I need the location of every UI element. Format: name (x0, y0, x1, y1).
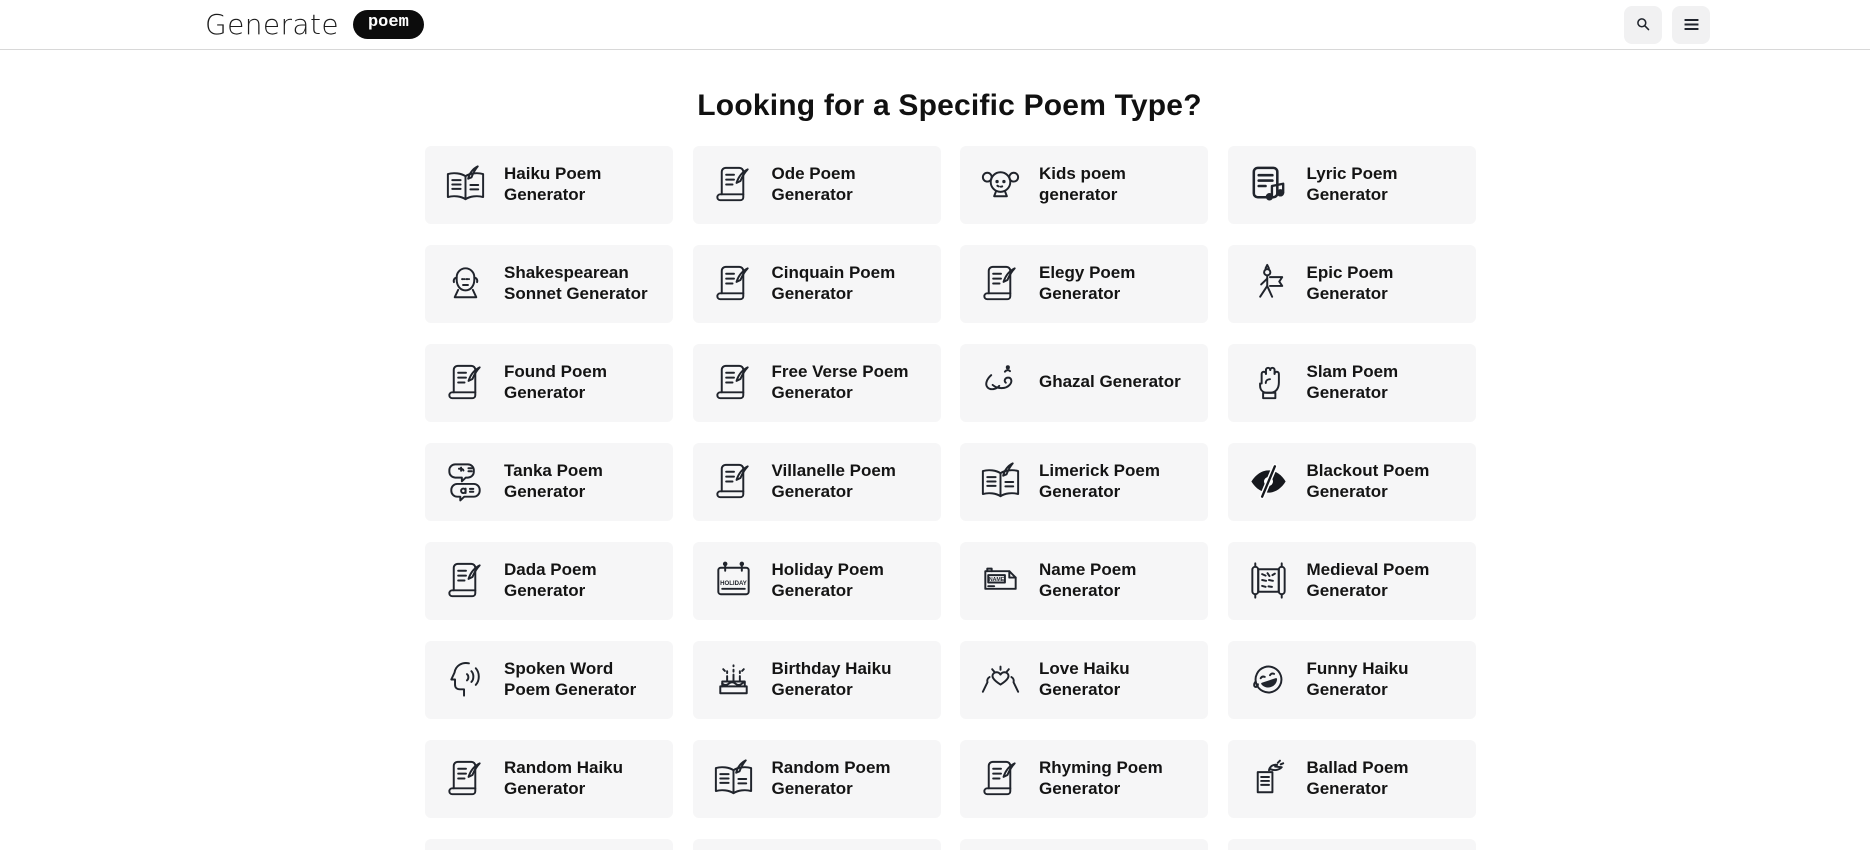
card-slam-poem-generator[interactable] (1228, 344, 1476, 422)
card-found-poem-generator[interactable] (425, 344, 673, 422)
poem-card-label: Ballad Poem Generator (1306, 757, 1409, 798)
bird-document-icon (1245, 755, 1292, 802)
card-epic-poem-generator[interactable] (1228, 245, 1476, 323)
scroll-quill-icon (977, 260, 1024, 307)
page-title: Looking for a Specific Poem Type? (697, 89, 1202, 122)
poem-card-label: Love Haiku Generator (1039, 658, 1130, 699)
poem-card-label: Medieval Poem Generator (1306, 559, 1430, 600)
card-ode-poem-generator[interactable] (693, 146, 941, 224)
card-partially-visible[interactable] (425, 839, 673, 850)
poem-card-label: Rhyming Poem Generator (1039, 757, 1163, 798)
card-cinquain-poem-generator[interactable] (693, 245, 941, 323)
poem-card-label: Ghazal Generator (1039, 372, 1181, 392)
poem-card-label: Dada Poem Generator (504, 559, 597, 600)
poem-card-label: Epic Poem Generator (1306, 262, 1394, 303)
card-villanelle-poem-generator[interactable] (693, 443, 941, 521)
heart-hands-icon (977, 656, 1024, 703)
card-kids-poem-generator[interactable] (960, 146, 1208, 224)
card-haiku-poem-generator[interactable] (425, 146, 673, 224)
poem-card-label: Kids poem generator (1039, 163, 1126, 204)
poem-card-label: Holiday Poem Generator (771, 559, 884, 600)
card-tanka-poem-generator[interactable] (425, 443, 673, 521)
card-shakespearean-sonnet-generator[interactable] (425, 245, 673, 323)
card-lyric-poem-generator[interactable] (1228, 146, 1476, 224)
music-document-icon (1245, 161, 1292, 208)
card-dada-poem-generator[interactable] (425, 542, 673, 620)
card-birthday-haiku-generator[interactable] (693, 641, 941, 719)
card-rhyming-poem-generator[interactable] (960, 740, 1208, 818)
logo-text: Generate (205, 8, 339, 41)
poem-card-label: Birthday Haiku Generator (771, 658, 892, 699)
open-book-quill-icon (442, 161, 489, 208)
site-logo[interactable] (205, 8, 424, 41)
card-partially-visible[interactable] (960, 839, 1208, 850)
poem-card-label: Name Poem Generator (1039, 559, 1137, 600)
card-partially-visible[interactable] (1228, 839, 1476, 850)
scroll-quill-icon (710, 359, 757, 406)
card-partially-visible[interactable] (693, 839, 941, 850)
svg-text:NAME: NAME (988, 576, 1005, 583)
poem-card-label: Spoken Word Poem Generator (504, 658, 637, 699)
arabic-calligraphy-icon (977, 359, 1024, 406)
card-spoken-word-poem-generator[interactable] (425, 641, 673, 719)
site-header (0, 0, 1870, 50)
poem-card-label: Lyric Poem Generator (1306, 163, 1398, 204)
main-content (0, 90, 1870, 850)
scroll-quill-icon (710, 260, 757, 307)
poem-card-label: Blackout Poem Generator (1306, 460, 1430, 501)
poem-card-label: Villanelle Poem Generator (771, 460, 896, 501)
card-funny-haiku-generator[interactable] (1228, 641, 1476, 719)
card-holiday-poem-generator[interactable] (693, 542, 941, 620)
poem-card-label: Tanka Poem Generator (504, 460, 603, 501)
knight-flag-icon (1245, 260, 1292, 307)
card-limerick-poem-generator[interactable] (960, 443, 1208, 521)
card-blackout-poem-generator[interactable] (1228, 443, 1476, 521)
poem-card-label: Random Haiku Generator (504, 757, 624, 798)
poem-card-label: Found Poem Generator (504, 361, 607, 402)
menu-button[interactable] (1672, 6, 1710, 44)
scroll-quill-icon (442, 359, 489, 406)
speaking-head-icon (442, 656, 489, 703)
scroll-quill-icon (710, 458, 757, 505)
menu-icon (1680, 13, 1703, 36)
scroll-quill-icon (442, 557, 489, 604)
search-icon (1632, 13, 1655, 36)
name-tag-icon (977, 557, 1024, 604)
scroll-quill-icon (977, 755, 1024, 802)
poem-card-label: Elegy Poem Generator (1039, 262, 1136, 303)
poem-card-label: Shakespearean Sonnet Generator (504, 262, 648, 303)
birthday-cake-icon (710, 656, 757, 703)
poem-card-label: Limerick Poem Generator (1039, 460, 1160, 501)
medieval-scroll-icon (1245, 557, 1292, 604)
header-actions (1624, 6, 1710, 44)
poem-card-label: Free Verse Poem Generator (771, 361, 909, 402)
girl-face-icon (977, 161, 1024, 208)
raised-fist-icon (1245, 359, 1292, 406)
svg-text:HOLIDAY: HOLIDAY (719, 580, 747, 587)
card-random-haiku-generator[interactable] (425, 740, 673, 818)
card-ghazal-generator[interactable] (960, 344, 1208, 422)
card-ballad-poem-generator[interactable] (1228, 740, 1476, 818)
poem-card-label: Funny Haiku Generator (1306, 658, 1409, 699)
poem-card-label: Cinquain Poem Generator (771, 262, 896, 303)
laughing-face-icon (1245, 656, 1292, 703)
poem-card-label: Random Poem Generator (771, 757, 891, 798)
logo-badge: poem (353, 10, 424, 38)
card-elegy-poem-generator[interactable] (960, 245, 1208, 323)
shakespeare-icon (442, 260, 489, 307)
open-book-quill-icon (710, 755, 757, 802)
speech-bubbles-icon (442, 458, 489, 505)
card-love-haiku-generator[interactable] (960, 641, 1208, 719)
poem-card-label: Ode Poem Generator (771, 163, 856, 204)
card-medieval-poem-generator[interactable] (1228, 542, 1476, 620)
card-free-verse-poem-generator[interactable] (693, 344, 941, 422)
scroll-quill-icon (442, 755, 489, 802)
poem-card-label: Haiku Poem Generator (504, 163, 602, 204)
card-name-poem-generator[interactable] (960, 542, 1208, 620)
calendar-icon (710, 557, 757, 604)
scroll-quill-icon (710, 161, 757, 208)
open-book-quill-icon (977, 458, 1024, 505)
blackout-eye-icon (1245, 458, 1292, 505)
search-button[interactable] (1624, 6, 1662, 44)
poem-card-label: Slam Poem Generator (1306, 361, 1399, 402)
card-random-poem-generator[interactable] (693, 740, 941, 818)
poem-grid (425, 146, 1474, 850)
